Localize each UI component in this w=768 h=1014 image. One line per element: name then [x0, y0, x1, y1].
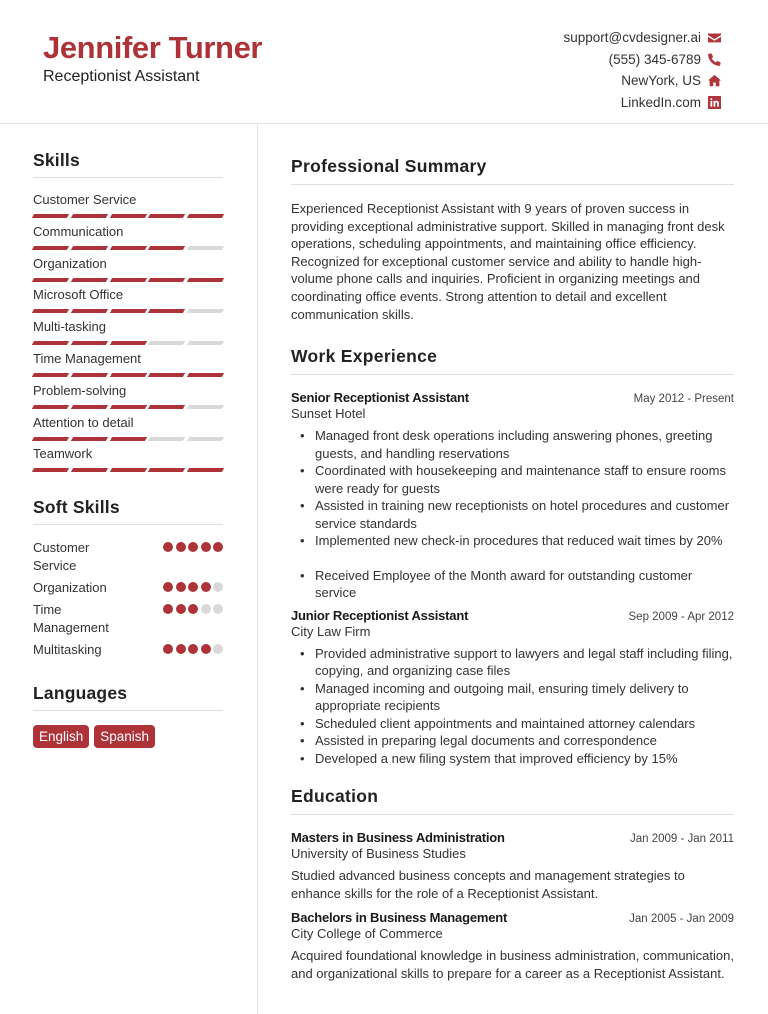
job-list [291, 390, 734, 767]
rating-bar-filled [32, 468, 69, 472]
rating-dot-filled [188, 582, 198, 592]
rating-dot-filled [163, 604, 173, 614]
rating-dot-filled [188, 644, 198, 654]
skill-item [33, 319, 223, 351]
rating-dot-filled [201, 542, 211, 552]
education-header [291, 830, 734, 845]
education-date: Jan 2005 - Jan 2009 [629, 913, 734, 926]
sidebar [33, 150, 223, 748]
education-entry [291, 830, 734, 902]
rating-bar-filled [187, 214, 224, 218]
contact-linkedin[interactable] [563, 92, 721, 114]
skill-label: Teamwork [33, 446, 93, 462]
rating-bar-filled [71, 405, 108, 409]
home-icon [708, 74, 721, 87]
job-bullet: • Developed a new filing system that improved efficiency by 15% [315, 750, 734, 768]
rating-bar-filled [71, 214, 108, 218]
rating-dot-filled [163, 542, 173, 552]
resume-header [0, 0, 768, 124]
rating-dot-filled [188, 542, 198, 552]
skill-item [33, 192, 223, 224]
rating-dot-filled [163, 582, 173, 592]
rating-bar-filled [32, 405, 69, 409]
skill-label: Multi-tasking [33, 319, 106, 335]
rating-bar-empty [148, 437, 185, 441]
school-name: City College of Commerce [291, 926, 443, 942]
skill-rating-bars [33, 309, 223, 313]
skill-label: Microsoft Office [33, 287, 124, 303]
contact-location [563, 70, 721, 92]
job-entry [291, 390, 734, 602]
rating-dot-empty [213, 604, 223, 614]
job-date: Sep 2009 - Apr 2012 [628, 610, 734, 623]
skills-list [33, 192, 223, 478]
education-description: Studied advanced business concepts and management strategies to enhance skills for the role of a Receptionist Assistant. [291, 868, 685, 901]
soft-skill-item [33, 601, 223, 637]
rating-bar-filled [109, 341, 146, 345]
rating-dot-filled [176, 644, 186, 654]
job-bullet: • Implemented new check-in procedures that reduced wait times by 20% [315, 532, 734, 550]
rating-dot-filled [176, 542, 186, 552]
rating-dot-filled [213, 542, 223, 552]
soft-skill-item [33, 539, 223, 575]
rating-bar-filled [32, 309, 69, 313]
rating-bar-empty [148, 341, 185, 345]
skill-rating-bars [33, 278, 223, 282]
soft-skill-rating-dots [163, 579, 223, 592]
rating-bar-filled [71, 278, 108, 282]
languages-section [33, 683, 223, 748]
education-section [291, 786, 734, 982]
rating-dot-filled [163, 644, 173, 654]
skill-rating-bars [33, 341, 223, 345]
rating-bar-filled [109, 214, 146, 218]
soft-skill-label: Organization [33, 580, 107, 596]
contact-list [563, 27, 721, 113]
summary-section [291, 156, 734, 323]
skill-rating-bars [33, 214, 223, 218]
job-title: Senior Receptionist Assistant [291, 390, 469, 406]
rating-dot-filled [176, 582, 186, 592]
education-list [291, 830, 734, 982]
rating-bar-filled [32, 246, 69, 250]
summary-title: Professional Summary [291, 156, 734, 185]
rating-dot-empty [201, 604, 211, 614]
education-title: Education [291, 786, 734, 815]
contact-location-text: NewYork, US [621, 73, 701, 89]
rating-dot-empty [213, 582, 223, 592]
rating-bar-filled [71, 309, 108, 313]
contact-email[interactable] [563, 27, 721, 49]
rating-bar-empty [187, 341, 224, 345]
rating-bar-empty [187, 246, 224, 250]
rating-bar-filled [109, 278, 146, 282]
skills-title: Skills [33, 150, 223, 178]
job-bullet: • Assisted in preparing legal documents and correspondence [315, 732, 734, 750]
rating-bar-filled [109, 246, 146, 250]
skill-rating-bars [33, 468, 223, 472]
rating-bar-filled [109, 309, 146, 313]
rating-bar-filled [71, 437, 108, 441]
soft-skills-section [33, 497, 223, 659]
rating-dot-filled [188, 604, 198, 614]
school-name: University of Business Studies [291, 846, 466, 862]
soft-skills-title: Soft Skills [33, 497, 223, 525]
education-entry [291, 910, 734, 982]
contact-phone[interactable] [563, 49, 721, 71]
education-date: Jan 2009 - Jan 2011 [629, 833, 734, 846]
skill-item [33, 224, 223, 256]
job-bullet: • Received Employee of the Month award for outstanding customer service [315, 567, 734, 602]
rating-bar-filled [148, 468, 185, 472]
rating-bar-filled [148, 309, 185, 313]
rating-dot-filled [201, 644, 211, 654]
skills-section [33, 150, 223, 478]
rating-dot-filled [176, 604, 186, 614]
rating-dot-filled [201, 582, 211, 592]
soft-skill-rating-dots [163, 539, 223, 552]
skill-item [33, 415, 223, 447]
soft-skill-rating-dots [163, 601, 223, 614]
rating-bar-filled [187, 468, 224, 472]
language-tag: Spanish [94, 725, 155, 748]
job-bullet: • Provided administrative support to lawyers and legal staff including filing, copying, and organizing case files [315, 645, 734, 680]
degree-title: Bachelors in Business Management [291, 910, 508, 926]
skill-rating-bars [33, 246, 223, 250]
job-bullet: • Assisted in training new receptionists on hotel procedures and customer service standards [315, 497, 734, 532]
skill-item [33, 351, 223, 383]
job-title: Junior Receptionist Assistant [291, 607, 469, 623]
soft-skill-label: Multitasking [33, 642, 102, 658]
skill-label: Communication [33, 223, 124, 239]
rating-bar-filled [71, 246, 108, 250]
degree-title: Masters in Business Administration [291, 830, 505, 846]
skill-label: Problem-solving [33, 382, 127, 398]
rating-bar-filled [109, 437, 146, 441]
rating-dot-empty [213, 644, 223, 654]
phone-icon [708, 53, 721, 66]
job-bullet: • Scheduled client appointments and maintained attorney calendars [315, 715, 734, 733]
rating-bar-filled [109, 405, 146, 409]
soft-skill-item [33, 579, 223, 597]
rating-bar-filled [109, 468, 146, 472]
language-tag: English [33, 725, 89, 748]
education-header [291, 910, 734, 925]
rating-bar-filled [32, 341, 69, 345]
job-bullets [315, 427, 734, 602]
job-bullet: • Coordinated with housekeeping and maintenance staff to ensure rooms were ready for guests [315, 462, 734, 497]
rating-bar-filled [148, 278, 185, 282]
soft-skill-item [33, 641, 223, 659]
experience-title: Work Experience [291, 346, 734, 375]
rating-bar-filled [148, 373, 185, 377]
candidate-role: Receptionist Assistant [43, 68, 200, 85]
skill-rating-bars [33, 373, 223, 377]
skill-label: Organization [33, 255, 107, 271]
job-header [291, 608, 734, 623]
soft-skills-list [33, 539, 223, 659]
skill-rating-bars [33, 405, 223, 409]
summary-text: Experienced Receptionist Assistant with 9 years of proven success in providing exceptional administrative support. Skilled in managing front desk operations, scheduling appointments, and maintaining office efficiency. Recognized for exceptional customer service and ability to handle high-volume phone calls and inquiries. Proficient in organizing meetings and coordinating office events. Strong attention to detail and excellent communication skills. [291, 201, 725, 322]
rating-bar-filled [109, 373, 146, 377]
contact-phone-text[interactable]: (555) 345-6789 [608, 51, 701, 67]
rating-bar-filled [71, 468, 108, 472]
rating-bar-empty [187, 405, 224, 409]
job-organization: Sunset Hotel [291, 406, 366, 422]
skill-item [33, 446, 223, 478]
skill-label: Time Management [33, 350, 141, 366]
rating-bar-filled [71, 341, 108, 345]
languages-title: Languages [33, 683, 223, 711]
job-date: May 2012 - Present [633, 393, 734, 406]
envelope-icon [708, 31, 721, 44]
candidate-name: Jennifer Turner [43, 30, 263, 65]
skill-item [33, 287, 223, 319]
skill-rating-bars [33, 437, 223, 441]
rating-bar-filled [32, 214, 69, 218]
soft-skill-label: Customer Service [33, 540, 90, 574]
job-bullet: • Managed incoming and outgoing mail, ensuring timely delivery to appropriate recipients [315, 680, 734, 715]
soft-skill-rating-dots [163, 641, 223, 654]
job-bullet: • Managed front desk operations including answering phones, greeting guests, and handling reservations [315, 427, 734, 462]
rating-bar-empty [187, 309, 224, 313]
skill-label: Attention to detail [33, 414, 134, 430]
rating-bar-filled [32, 278, 69, 282]
language-tags [33, 725, 223, 748]
job-bullets [315, 645, 734, 768]
rating-bar-filled [148, 405, 185, 409]
skill-item [33, 256, 223, 288]
job-organization: City Law Firm [291, 623, 371, 639]
rating-bar-filled [148, 246, 185, 250]
skill-item [33, 383, 223, 415]
education-description: Acquired foundational knowledge in business administration, communication, and organizational skills to prepare for a career as a Receptionist Assistant. [291, 948, 734, 981]
rating-bar-filled [71, 373, 108, 377]
skill-label: Customer Service [33, 192, 137, 207]
rating-bar-filled [32, 437, 69, 441]
rating-bar-filled [187, 373, 224, 377]
column-divider [257, 124, 258, 1014]
rating-bar-filled [32, 373, 69, 377]
soft-skill-label: Time Management [33, 602, 109, 636]
rating-bar-filled [187, 278, 224, 282]
contact-email-text[interactable]: support@cvdesigner.ai [563, 30, 701, 46]
job-header [291, 390, 734, 405]
rating-bar-empty [187, 437, 224, 441]
experience-section [291, 346, 734, 767]
job-entry [291, 608, 734, 768]
main-content [291, 156, 734, 991]
linkedin-icon [708, 96, 721, 109]
contact-linkedin-text[interactable]: LinkedIn.com [620, 94, 701, 110]
rating-bar-filled [148, 214, 185, 218]
